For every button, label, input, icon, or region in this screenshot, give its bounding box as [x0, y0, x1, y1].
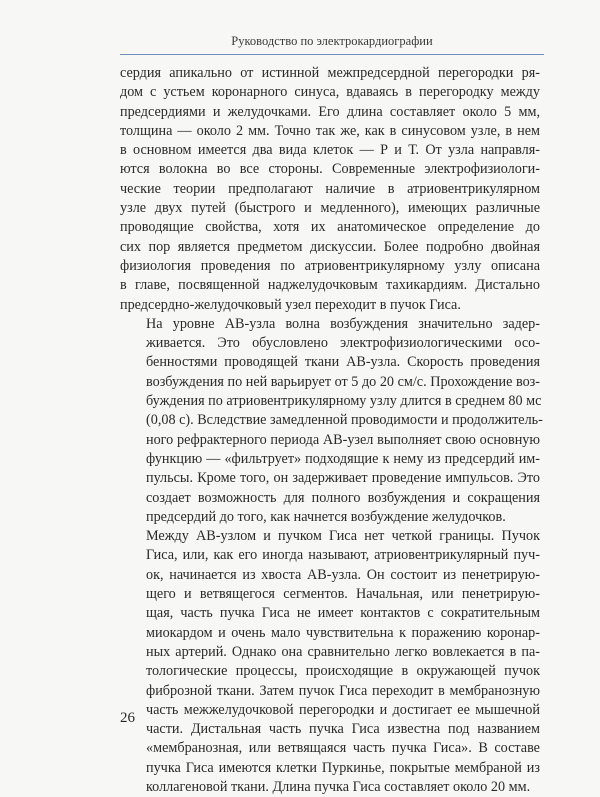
text-line: щая, часть пучка Гиса не имеет контактов с сократительным: [146, 605, 540, 622]
text-line: сих пор является предметом дискуссии. Более подробно двойная: [120, 238, 540, 255]
body-text: [120, 64, 543, 797]
text-line: буждения по атриовентрикулярному узлу длится в среднем 80 мс: [146, 393, 542, 410]
text-line: часть межжелудочковой перегородки и достигает ее мышечной: [146, 701, 540, 718]
header-rule: [120, 54, 544, 55]
text-line: части. Дистальная часть пучка Гиса известна под названием: [146, 721, 540, 738]
text-line: пульсы. Кроме того, он задерживает проведение импульсов. Это: [146, 470, 540, 487]
running-head: Руководство по электрокардиографии: [231, 34, 433, 48]
text-line: ческие теории предполагают наличие в атриовентрикулярном: [120, 180, 540, 197]
text-line: физиология проведения по атриовентрикулярному узлу описана: [120, 257, 540, 274]
text-line: фиброзной ткани. Затем пучок Гиса переходит в мембранозную: [146, 682, 540, 699]
text-line: возбуждения по ней варьирует от 5 до 20 см/с. Прохождение воз-: [146, 373, 540, 390]
text-line: создает возможность для полного возбуждения и сокращения: [146, 489, 540, 506]
text-line: ных артерий. Однако она сравнительно легко вовлекается в па-: [146, 643, 540, 660]
text-line: в главе, посвященной наджелудочковым тахикардиям. Дистально: [120, 277, 540, 294]
text-line: (0,08 с). Вследствие замедленной проводимости и продолжитель-: [146, 412, 543, 429]
text-line: коллагеновой ткани. Длина пучка Гиса составляет около 20 мм.: [146, 778, 531, 795]
text-line: предсердиями и желудочками. Его длина составляет около 5 мм,: [120, 103, 540, 120]
text-line: Гиса, или, как его иногда называют, атриовентрикулярный пуч-: [146, 547, 540, 564]
text-line: в основном имеется два вида клеток — Р и Т. От узла направля-: [120, 142, 540, 159]
text-line: На уровне АВ-узла волна возбуждения значительно задер-: [146, 315, 540, 332]
text-line: щего и ветвящегося сегментов. Начальная, или пенетрирую-: [146, 586, 540, 603]
text-line: тологические процессы, происходящие в окружающей пучок: [146, 663, 540, 680]
text-line: предсердно-желудочковый узел переходит в пучок Гиса.: [120, 296, 461, 313]
paragraph-3: [120, 527, 540, 797]
text-line: узле двух путей (быстрого и медленного), имеющих различные: [120, 200, 540, 217]
text-line: сердия апикально от истинной межпредсердной перегородки ря-: [120, 65, 540, 81]
text-line: ются волокна во все стороны. Современные электрофизиологи-: [120, 161, 540, 178]
text-line: бенностями проводящей ткани АВ-узла. Скорость проведения: [146, 354, 540, 371]
text-line: ок, начинается из хвоста АВ-узла. Он состоит из пенетрирую-: [146, 566, 540, 583]
text-line: «мембранозная, или ветвящаяся часть пучка Гиса». В составе: [146, 740, 540, 757]
text-line: миокардом и очень мало чувствительна к поражению коронар-: [146, 624, 540, 641]
text-line: ного рефрактерного периода АВ-узел выполняет свою основную: [146, 431, 540, 448]
text-line: предсердий до того, как начнется возбуждение желудочков.: [146, 508, 506, 525]
text-line: толщина — около 2 мм. Точно так же, как в синусовом узле, в нем: [120, 122, 540, 139]
text-line: живается. Это обусловлено электрофизиологическими осо-: [146, 335, 540, 352]
text-line: Между АВ-узлом и пучком Гиса нет четкой границы. Пучок: [146, 528, 540, 545]
paragraph-1: [120, 64, 540, 315]
text-line: дом с устьем коронарного синуса, вдаваясь в перегородку между: [120, 84, 540, 101]
paragraph-2: [120, 315, 543, 527]
text-line: функцию — «фильтрует» подходящие к нему из предсердий им-: [146, 450, 540, 467]
text-line: проводящие свойства, хотя их анатомическое определение до: [120, 219, 540, 236]
page-number: 26: [120, 710, 135, 726]
text-line: пучка Гиса имеются клетки Пуркинье, покрытые мембраной из: [146, 759, 540, 776]
